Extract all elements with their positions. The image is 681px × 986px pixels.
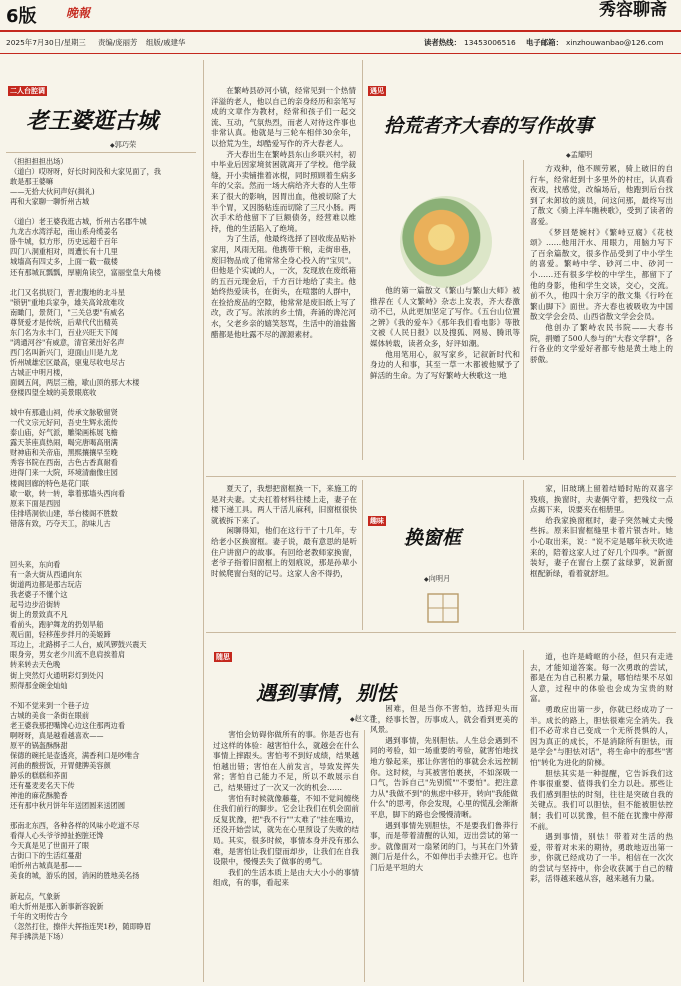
verse-line — [10, 691, 198, 701]
verse-line: 楼阁回廊的特色是花门联 — [10, 478, 90, 488]
editor-credit: 责编/庞丽芳 — [98, 38, 138, 47]
verse-line: 进得门来一大院，环境清幽像庄园 — [10, 468, 118, 478]
verse-line: ——无拾大伙问声好(揖礼) — [10, 187, 95, 197]
verse-line: 原来下面是西园 — [10, 498, 61, 508]
paragraph: 齐大春出生在繁峙县东山乡联兴村，初中毕业后因家境贫困就离开了学校。他学裁缝，开小卖铺推着冰棍，同时照顾着生病多年的父亲。然而一场大病给齐大春的人生带来了很大的影响，因胃出血，他被切除了大半个胃，又因肠粘连而切除了三尺小肠。两次手术给他留下了巨额债务，经营难以维持，他的生活陷入了绝境。 — [211, 149, 356, 233]
article1-verse-part2 — [10, 560, 198, 980]
verse-line: 原平的锅盔酥酥甜 — [10, 740, 68, 750]
paragraph: 勇敢应出第一步，你就已经成功了一半。成长的路上，胆怯很难完全消失。我们不必苛求自己变成一个无所畏惧的人，因为真正的成长，不是消除所有胆怯，而是学会"与胆怯对话"，将生命中的那些"害怕"转化为进化的阶梯。 — [530, 704, 673, 767]
verse-line: 照得那金碗金灿灿 — [10, 680, 68, 690]
verse-line: （忽然打住，擦伴大挥指连哭1秒，随即睁眉 — [10, 921, 152, 931]
verse-line: 起号边步沿街转 — [10, 600, 61, 610]
verse-line — [10, 207, 198, 217]
verse-line: 秀容书院在西南，古色古香真耐看 — [10, 458, 118, 468]
paragraph: 方戏种，他不顾劳累，骑上破旧的自行车，经常赶到十多里外的村庄，认真看夜戏，找感觉，改编场后，他跑到后台找到了未卸妆的演员，问这问那，最终写出了散文《骑上洋车瞧秧歌》，受到了读者的喜爱。 — [530, 164, 673, 226]
verse-line: 街上突然灯火通明彩灯到处闪 — [10, 670, 104, 680]
section-title: 秀容聊斋 — [599, 0, 667, 20]
verse-line: 西门名叫新兴门，迎面山川是九龙 — [10, 347, 118, 357]
verse-line: 还有那中秋月饼年年送团圆来送团圆 — [10, 801, 126, 811]
verse-line: 看得人心头爷爷掉扯抱脏还馋 — [10, 831, 104, 841]
article4-byline: ◆ 赵文君 — [350, 714, 376, 725]
verse-line: 卧牛城，似方形，历史远超千百年 — [10, 237, 118, 247]
article3-byline: ◆ 向明月 — [424, 574, 450, 585]
section-rule-2 — [206, 632, 676, 633]
paragraph: 他用笔用心，叙写家乡，记叙新时代和身边的人和事，其至一草一木都被他赋予了鲜活的生命。为了写好繁峙大秧歌这一地 — [370, 349, 520, 380]
verse-line: 回头来，东向看 — [10, 560, 61, 569]
verse-line: 拜手拂洪是下场） — [10, 931, 68, 941]
verse-line: 今天真是见了世面开了眼 — [10, 841, 90, 851]
article4-kicker-tag: 随思 — [216, 653, 230, 661]
verse-line: 街道两边都是那古玩店 — [10, 580, 82, 590]
verse-line: 城中有那遗山祠，传承文脉敬留贤 — [10, 408, 118, 418]
column-rule-1 — [203, 60, 204, 982]
paragraph: 在繁峙县砂河小镇，经常见到一个热情洋溢的老人，他以自己的亲身经历和亲笔写成的文章作为教材，经常和孩子们一起交流、互动，气氛热烈，而老人对待这件事也非常认真。他就是与三轮车相伴30余年，以拾荒为生，却酷爱写作的齐大春老人。 — [211, 86, 356, 148]
article1-kicker-tag: 二人台腔调 — [10, 87, 45, 95]
verse-line: 一代文宗元好问，吾史生辉永流传 — [10, 418, 118, 428]
article4-kicker — [214, 652, 235, 662]
verse-line: 有一条大街从西通向东 — [10, 570, 82, 580]
verse-line: 那南北东西，各种各样的风味小吃道不尽 — [10, 821, 140, 831]
email-label: 电子邮箱： — [526, 38, 563, 47]
paragraph: 遇到事情，别怯！带着对生活的热爱，带着对未来的期待，勇敢地迈出第一步，你就已经成功了一半。相信在一次次的尝试与坚持中，你会收获属于自己的精彩，活得越来越从容，越来越有力量。 — [530, 832, 673, 884]
verse-line: 千年的文明传古今 — [10, 911, 68, 921]
verse-line: 财神庙和关帝庙，黑熙攘攘早至晚 — [10, 448, 118, 458]
paragraph: 道，也许是崎岖的小径，但只有走进去，才能知道答案。每一次勇敢的尝试，都是在为自己积累力量，哪怕结果不尽如人意，过程中的体验也会成为宝贵的财富。 — [530, 652, 673, 704]
article2-body-col1 — [211, 86, 356, 466]
article2-byline: ◆ 孟耀明 — [566, 150, 592, 161]
paragraph: 我们的生活本质上是由大大小小的事情组成，有的事，看起来 — [213, 867, 359, 888]
article1-byline: ◆ 郭巧荣 — [110, 140, 136, 151]
window-illustration — [368, 590, 518, 626]
verse-line — [10, 278, 198, 288]
hotline-number: 13453006516 — [464, 38, 516, 47]
column-rule-3 — [523, 160, 524, 460]
verse-line: 我老婆子不懂个这 — [10, 590, 68, 600]
verse-line: （道白）老王婆我逛古城，忻州古名郡牛城 — [10, 217, 147, 227]
verse-line: 还有蔓麦麦名天下传 — [10, 781, 75, 791]
verse-line: （道白）哎呀呀，好长时间没和大家见面了，我 — [10, 167, 161, 177]
paragraph: 夏天了，我想把窗框换一下，来施工的是对夫妻。丈夫扛着材料往楼上走，妻子在楼下递工具。两人干活儿麻利，旧窗框很快就被拆下来了。 — [211, 484, 357, 525]
masthead — [0, 0, 681, 38]
verse-line: 转来转去天色晚 — [10, 660, 61, 670]
paragraph: 《梦回楚婉村》《繁峙豆腐》《花枝颂》……他用汗水、用眼力，用脑力写下了百余篇散文，很多作品受到了中小学生的喜爱。繁峙中学、砂河二中、砂河一小……还有很多学校的中学生，都留下了他的身影，他和学生交谈，交心，交流。前不久，他四十余万字的散文集《行吟在繁山脚下》面世。齐大春也被吸收为中国散文学会会员、山西省散文学会会员。 — [530, 227, 673, 322]
verse-line: 眼身旁，男女老少川流不息肩挨着肩 — [10, 650, 126, 660]
column-rule-2 — [362, 60, 363, 460]
paragraph: 家，旧玻璃上留着结婚时贴的双喜字残痕，换窗时，夫妻俩守着，把残纹一点点揭下来，说要夹在相册里。 — [530, 484, 673, 515]
verse-line: 咱大忻州是那入新事新容貌新 — [10, 901, 104, 911]
verse-line: 面阔五间，两层三檐，歇山顶的那大木楼 — [10, 378, 140, 388]
paragraph: 遇到事情先别胆怯，不是要我们鲁莽行事，而是带着清醒的认知，迈出尝试的第一步。就像面对一扇紧闭的门，与其在门外猜测门后是什么，不如伸出手去推开它。也许门后是平坦的大 — [370, 820, 518, 872]
article1-title: 老王婆逛古城 — [26, 108, 159, 134]
hotline-label: 读者热线： — [424, 38, 461, 47]
verse-line: 尊贤爱才是传统，后辈代代出精英 — [10, 317, 118, 327]
verse-line: "鸿通河谷"有威意，清官莱出好名声 — [10, 337, 125, 347]
article2-body-col3 — [530, 164, 673, 464]
column-rule-7 — [523, 650, 524, 982]
verse-line: 佳排塔洞依山建，举台楼阁不胜数 — [10, 508, 118, 518]
designer-credit: 组版/戚建华 — [146, 38, 186, 47]
section-rule-1 — [206, 476, 676, 477]
article1-verse-part1 — [10, 157, 198, 555]
article1-rule — [6, 152, 196, 153]
article3-body-col1 — [211, 484, 357, 624]
verse-line: 观后面，轻移莲步拌月的美姬蹄 — [10, 630, 111, 640]
verse-line: 保德的碗托是壶透亮，满香利口是吵唯含 — [10, 750, 140, 760]
verse-line: "锁钥"重地兵家争，雄关高耸敌难攻 — [10, 297, 125, 307]
verse-line: 河曲的酸捞饭，开胃健脾美容颜 — [10, 760, 111, 770]
flower-illustration — [400, 196, 492, 288]
paragraph: 害怕有时候就像藤蔓，不知不觉间缠绕住我们前行的脚步。它会让我们在机会面前反复犹豫，把"我不行""太难了"挂在嘴边，还没开始尝试，就先在心里预设了失败的结局。其实，很多时候，事情本身并没有那么难，是害怕让我们望而却步，让我们在自我设限中，慢慢丢失了做事的勇气。 — [213, 793, 359, 867]
verse-line — [10, 811, 198, 821]
date-line: 2025年7月30日/星期三 — [6, 38, 86, 47]
paragraph: 胆怯其实是一种提醒，它告诉我们这件事很重要、值得我们全力以赴。那些让我们感到胆怯的时刻，往往是突破自我的关键点。我们可以胆怯，但不能被胆怯控制；我们可以犹豫，但不能在犹豫中停滞不前。 — [530, 768, 673, 831]
verse-line: 城墙高有四丈多，上面一截一截楼 — [10, 257, 118, 267]
page-number: 6版 — [6, 6, 37, 27]
paper-name: 晚報 — [66, 6, 91, 20]
verse-line: 泰山庙，好气派，雕梁画栋展飞檐 — [10, 428, 118, 438]
verse-line: 忻州城雄宏区最高，驱鬼尽收电尽古 — [10, 357, 126, 367]
article2-title: 拾荒者齐大春的写作故事 — [384, 115, 594, 137]
email-address: xinzhouwanbao@126.com — [566, 38, 664, 47]
info-rule — [0, 53, 681, 54]
verse-line: 老王婆我那把嘴馋心边这住那两边看 — [10, 720, 126, 730]
article1-kicker — [8, 86, 50, 96]
verse-line: 歇一歇，转一转，靠着那墙头西向看 — [10, 488, 126, 498]
verse-line: 咱忻州古城真是那—— — [10, 861, 82, 871]
verse-line: （担担担担出场） — [10, 157, 68, 166]
article3-body-col2 — [530, 484, 673, 624]
verse-line: 露天茶座真热闹，喝完唐喝高朋满 — [10, 438, 118, 448]
paragraph: 为了生活，他最终选择了回收废品贴补家用，风雨无阻。他携带干粮，走街串巷，废旧物品成了他常常全身心投入的"宝贝"。但他是个实诚的人，一次，发现放在废纸箱的五百元现金后，千方百计地给了卖主。他始终热爱读书，在街头，在喧嚣的人群中，在捡拾废品的空隙，他常常是废旧纸上写了改，改了写。浓浓的乡土情，奔涌的谗沱河水，父老乡亲的嬉笑怒骂，生活中的油盐酱醋都是他吐露不尽的源源素材。 — [211, 234, 356, 339]
article2-kicker — [368, 86, 389, 96]
verse-line — [10, 398, 198, 408]
verse-line: 北门又名拱辰门，晋北腹地的北斗星 — [10, 287, 126, 297]
verse-line: 九龙古水湾浮起，南山系舟缆姜名 — [10, 227, 118, 237]
verse-line: 古城正中明月楼， — [10, 367, 68, 377]
article4-title: 遇到事情，别怯 — [256, 681, 396, 705]
column-rule-4 — [362, 480, 363, 630]
verse-line: 古街口下的生活红蔓甜 — [10, 851, 82, 861]
verse-line: 登楼四望全城的美景眼底收 — [10, 388, 97, 398]
paragraph: 困难，但是当你不害怕，选择迎头而上，经事长智，历事成人，就会看到更美的风景。 — [370, 704, 518, 735]
paragraph: 他的第一篇散文《繁山与繁山大师》被推荐在《人文繁峙》杂志上发表，齐大春激动不已，从此更加坚定了写作。《五台山位置之辨》《我的爱车》《那年我们看电影》等散文被《人民日报》以及搜狐、网易、腾讯等媒体转载，读者众多，好评如潮。 — [370, 286, 520, 348]
verse-line: 街上的景致真不凡 — [10, 610, 68, 620]
article3-kicker-tag: 趣味 — [370, 517, 384, 525]
article2-kicker-tag: 遇见 — [370, 87, 384, 95]
article3-kicker — [368, 516, 389, 526]
verse-line: 神池的麻花酥脆香 — [10, 791, 68, 801]
column-rule-5 — [523, 480, 524, 630]
verse-line: 美食的城，游乐的园，消闲的胜地美名扬 — [10, 871, 140, 881]
column-rule-6 — [364, 730, 365, 982]
paragraph: 给我家换窗框时，妻子突然喊丈夫慢些拆。原来旧窗框缝里卡着片银杏叶。她小心取出来，说："说不定是哪年秋天吹进来的，陪着这家人过了好几个四季。"新窗装好，妻子在窗台上摆了盆绿萝，说新窗框配新绿，看着就舒坦。 — [530, 515, 673, 578]
paragraph: 闲聊得知，他们在这行干了十几年，专给老小区换窗框。妻子说，最有意思的是听住户讲窗户的故事。有回给老教师家换窗，老爷子指着旧窗框上的划痕说，那是孙辈小时候爬窗台刻的记号。这家人舍不得扔， — [211, 526, 357, 578]
verse-line: 敢是那王婆嘛 — [10, 177, 54, 187]
masthead-rule — [0, 30, 681, 32]
verse-line: 静乐的糕糕和荞面 — [10, 770, 68, 780]
verse-line: 东门名为永丰门，百业兴旺天下闻 — [10, 327, 118, 337]
paragraph: 害怕会妨碍你做所有的事。你是否也有过这样的体验：越害怕什么，就越会在什么事情上摔跟头。害怕考不到好成绩，结果越怕越出错；害怕在人前发言，导致发挥失常；害怕自己能力不足，所以不敢展示自己，结果错过了一次又一次的机会…… — [213, 730, 359, 792]
verse-line: 不知不觉来到一个巷子边 — [10, 700, 90, 710]
article3-title: 换窗框 — [404, 527, 462, 549]
info-bar — [0, 36, 681, 50]
verse-line: 还有那城瓦瓢瓢，厚剔角读空，富丽堂皇大角楼 — [10, 267, 161, 277]
verse-line: 古城的美食一条街在眼前 — [10, 710, 90, 720]
article4-body-col1 — [213, 730, 359, 980]
verse-line: 再和大家聊一聊忻州古城 — [10, 197, 90, 207]
article4-body-col2 — [370, 704, 518, 980]
verse-line: 啊呀呀，真是越看越喜欢—— — [10, 730, 104, 740]
verse-line: 四门八洞重相对，周遭长有十几里 — [10, 247, 118, 257]
paragraph: 他创办了繁峙农民书院——大春书院，捐赠了500人参与的"大春文学群"，各行各业的文学爱好者都专他是黄土地上的骄傲。 — [530, 322, 673, 364]
verse-line — [10, 882, 198, 892]
verse-line: 耳边上，北路梆子二人台，威风锣鼓兴震天 — [10, 640, 147, 650]
paragraph: 遇到事情，先别胆怯。人生总会遇到不同的考验，如一场重要的考验，就害怕地找地方躲起来，那让你害怕的事就会永远控制你。这时候，与其被害怕裹挟，不如深吸一口气，告诉自己"先别慌""不要怕"。把注意力从"我做不到"的焦虑中移开，转向"我能做什么"的思考，你会发现，心里的慌乱会渐渐平息，脚下的路也会慢慢清晰。 — [370, 735, 518, 819]
verse-line: 新起点，气象新 — [10, 891, 61, 901]
verse-line: 南瞰门，景贤门，"三关总要"有威名 — [10, 307, 125, 317]
article2-body-col2 — [370, 286, 520, 456]
verse-line: 看前头，跑驴舞龙的扔划旱船 — [10, 620, 104, 630]
verse-line: 错落有致，巧夺天工，韵味儿古 — [10, 518, 111, 528]
article4-body-col3 — [530, 652, 673, 982]
